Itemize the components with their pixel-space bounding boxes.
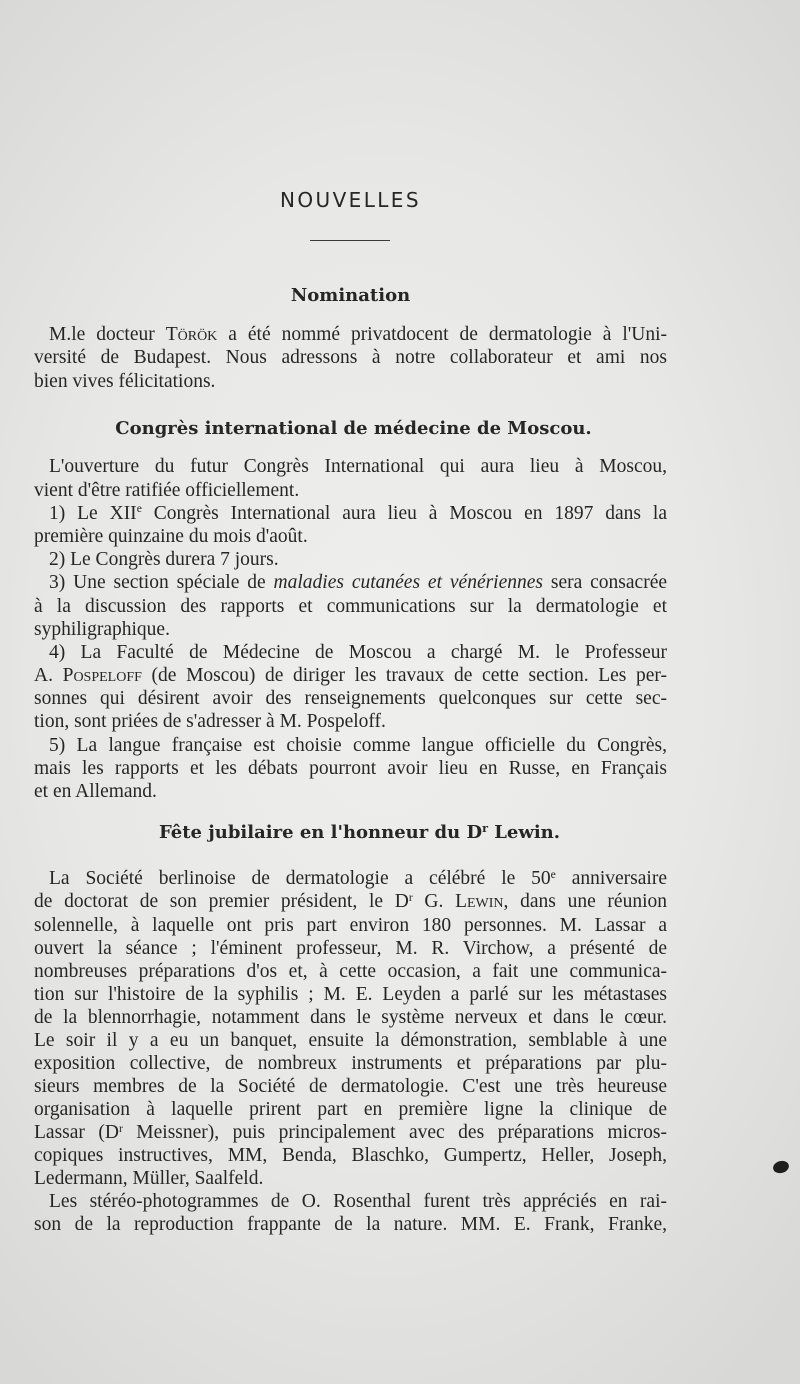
superscript: r [408,891,413,905]
text-line [34,346,667,369]
text-line [34,370,667,393]
line-text: Les stéréo-photogrammes de O. Rosenthal furent très appréciés en rai- [49,1191,667,1213]
text-line [34,323,667,346]
text-line [34,595,667,618]
line-text: L'ouverture du futur Congrès International qui aura lieu à Moscou, [49,456,667,478]
heading-text: Nomination [290,285,411,306]
line-text: tion, sont priées de s'adresser à M. Pospeloff. [34,711,386,733]
text-line [34,687,667,710]
text-line [34,618,667,641]
line-text: Lassar (D [34,1122,119,1144]
text-line [34,1167,667,1190]
line-text: première quinzaine du mois d'août. [34,525,308,547]
paragraph-fete-jubilaire [34,867,667,1236]
text-line [34,1006,667,1029]
line-text: et en Allemand. [34,781,157,803]
text-line [34,455,667,478]
line-text: copiques instructives, MM, Benda, Blaschko, Gumpertz, Heller, Joseph, [34,1145,667,1167]
line-text: A. [34,665,63,687]
line-text: 1) Le XII [49,502,137,524]
line-text: de doctorat de son premier président, le D [34,891,409,913]
text-line [34,780,667,803]
section-heading-fete-jubilaire [34,821,667,845]
section-heading-congres-moscou [34,417,667,441]
text-line [34,664,667,687]
superscript: e [550,867,556,881]
line-text: sieurs membres de la Société de dermatologie. C'est une très heureuse [34,1075,667,1097]
line-text: a été nommé privatdocent de dermatologie à l'Uni- [217,324,667,346]
line-text: 2) Le Congrès durera 7 jours. [49,549,279,571]
person-name: Pospeloff [62,665,142,687]
line-text: 3) Une section spéciale de [49,572,274,594]
superscript: e [136,502,142,516]
line-text: sera consacrée [543,572,667,594]
line-text: G. [412,891,456,913]
line-text: à la discussion des rapports et communications sur la dermatologie et [34,595,667,617]
line-text: La Société berlinoise de dermatologie a célébré le 50 [49,868,551,890]
text-line [34,757,667,780]
line-text: solennelle, à laquelle ont pris part environ 180 personnes. M. Lassar a [34,914,667,936]
superscript: r [118,1121,123,1135]
text-line [34,1052,667,1075]
line-text: 5) La langue française est choisie comme langue officielle du Congrès, [49,734,667,756]
text-line [34,983,667,1006]
line-text: syphiligraphique. [34,618,170,640]
line-text: Congrès International aura lieu à Moscou en 1897 dans la [141,502,667,524]
line-text: 4) La Faculté de Médecine de Moscou a chargé M. le Professeur [49,641,667,663]
line-text: (de Moscou) de diriger les travaux de cette section. Les per- [141,665,667,687]
line-text: organisation à laquelle prirent part en première ligne la clinique de [34,1099,667,1121]
line-text: sonnes qui désirent avoir des renseignements quelconques sur cette sec- [34,688,667,710]
text-line [34,1075,667,1098]
heading-text: Lewin. [487,822,561,843]
italic-text: maladies cutanées et vénériennes [273,572,543,594]
text-line [34,548,667,571]
line-text: Le soir il y a eu un banquet, ensuite la démonstration, semblable à une [34,1029,667,1051]
line-text: Ledermann, Müller, Saalfeld. [34,1168,264,1190]
text-line [34,1029,667,1052]
text-line [34,502,667,525]
text-line [34,1190,667,1213]
text-line [34,937,667,960]
line-text: tion sur l'histoire de la syphilis ; M. E. Leyden a parlé sur les métastases [34,983,667,1005]
line-text: ouvert la séance ; l'éminent professeur, M. R. Virchow, a présenté de [34,937,667,959]
text-line [34,1121,667,1144]
person-name: Török [165,324,218,346]
line-text: anniversaire [555,868,667,890]
heading-text: Fête jubilaire en l'honneur du D [158,822,483,843]
line-text: nombreuses préparations d'os et, à cette occasion, a fait une communica- [34,960,667,982]
text-line [34,1144,667,1167]
line-text: Meissner), puis principalement avec des préparations micros- [122,1122,668,1144]
text-line [34,960,667,983]
paragraph-congres-moscou [34,455,667,803]
line-text: mais les rapports et les débats pourront avoir lieu en Russe, en Français [34,757,667,779]
line-text: de la blennorrhagie, notamment dans le système nerveux et dans le cœur. [34,1006,667,1028]
person-name: Lewin [455,891,504,913]
text-line [34,914,667,937]
ink-spot [772,1159,791,1175]
text-line [34,479,667,502]
heading-text: Congrès international de médecine de Moscou. [115,418,592,439]
text-line [34,734,667,757]
text-line [34,890,667,913]
line-text: vient d'être ratifiée officiellement. [34,479,300,501]
text-line [34,1213,667,1236]
title-divider [310,240,390,241]
line-text: versité de Budapest. Nous adressons à notre collaborateur et ami nos [34,347,667,369]
superscript: r [482,822,488,836]
text-line [34,641,667,664]
page-title: NOUVELLES [280,188,421,212]
text-line [34,710,667,733]
paragraph-nomination [34,323,667,393]
text-line [34,525,667,548]
line-text: bien vives félicitations. [34,370,216,392]
line-text: exposition collective, de nombreux instruments et préparations par plu- [34,1052,667,1074]
line-text: M.le docteur [49,324,166,346]
line-text: son de la reproduction frappante de la nature. MM. E. Frank, Franke, [34,1214,667,1236]
text-line [34,571,667,594]
text-line [34,867,667,890]
line-text: , dans une réunion [503,891,667,913]
section-heading-nomination [34,284,667,308]
text-line [34,1098,667,1121]
